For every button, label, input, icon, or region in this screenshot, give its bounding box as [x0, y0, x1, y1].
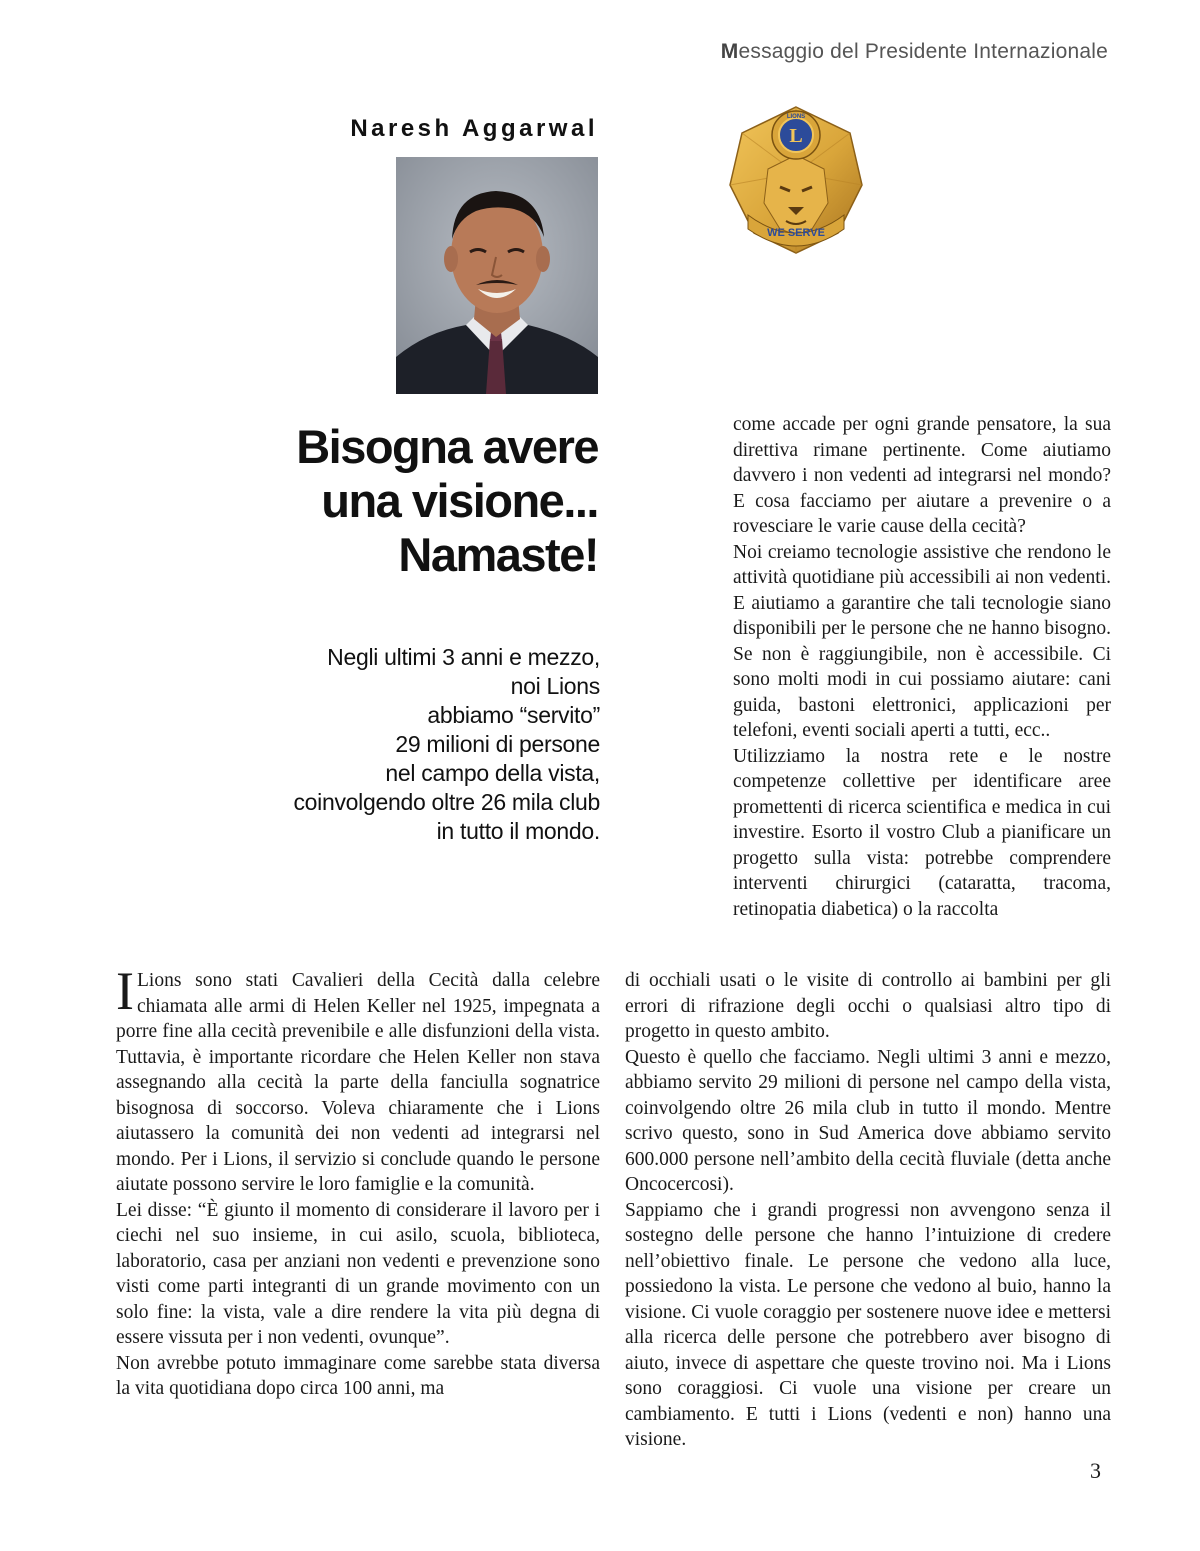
subhead-line: coinvolgendo oltre 26 mila club: [293, 789, 600, 815]
body-paragraph: Utilizziamo la nostra rete e le nostre competenze collettive per identificare aree promettenti di ricerca scientifica e medica in cui investire. Esorto il vostro Club a pianificare un progetto sulla vista: potrebbe comprendere interventi chirurgici (cataratta, tracoma, retinopatia diabetica) o la raccolta: [733, 745, 1111, 920]
subhead-line: abbiamo “servito”: [427, 702, 600, 728]
body-paragraph: [116, 961, 600, 1198]
headline-line-1: Bisogna avere: [296, 420, 598, 473]
section-header: [721, 40, 1108, 64]
portrait-illustration: [396, 157, 598, 394]
body-paragraph: Questo è quello che facciamo. Negli ultimi 3 anni e mezzo, abbiamo servito 29 milioni di persone nel campo della vista, coinvolgendo oltre 26 mila club in tutto il mondo. Mentre scrivo questo, sono in Sud America dove abbiamo servito 600.000 persone nell’ambito della cecità fluviale (detta anche Oncocercosi).: [625, 1046, 1111, 1195]
body-column-right-bottom: [625, 968, 1111, 1453]
subhead-line: nel campo della vista,: [385, 760, 600, 786]
emblem-letter: L: [789, 125, 803, 147]
drop-cap: I: [116, 961, 134, 1021]
we-serve-text: WE SERVE: [767, 227, 825, 239]
emblem-ring-text: LIONS: [786, 114, 806, 120]
author-name: Naresh Aggarwal: [350, 115, 598, 142]
body-paragraph: come accade per ogni grande pensatore, la sua direttiva rimane pertinente. Come aiutiamo davvero i non vedenti ad integrarsi nel mondo? E cosa facciamo per aiutare a prevenire o a rovesciare le varie cause della cecità?: [733, 414, 1111, 537]
author-portrait: [396, 157, 598, 394]
subhead-line: noi Lions: [510, 673, 600, 699]
headline-line-2: una visione...: [321, 474, 598, 527]
body-column-left: [116, 961, 600, 1402]
subhead-line: 29 milioni di persone: [395, 731, 600, 757]
body-paragraph-text: Lions sono stati Cavalieri della Cecità dalla celebre chiamata alle armi di Helen Keller nel 1925, impegnata a porre fine alla cecità prevenibile e alle disfunzioni della vista. Tuttavia, è importante ricordare che Helen Keller non stava assegnando alla cecità la parte della fanciulla sognatrice bisognosa di soccorso. Voleva chiaramente che i Lions aiutassero la comunità dei non vedenti ad integrarsi nel mondo. Per i Lions, il servizio si conclude quando le persone aiutate possono servire le loro famiglie e la comunità.: [116, 970, 600, 1195]
body-paragraph: di occhiali usati o le visite di controllo ai bambini per gli errori di rifrazione degli occhi o qualsiasi altro tipo di progetto in questo ambito.: [625, 970, 1111, 1042]
article-headline: [200, 420, 598, 582]
subhead-line: Negli ultimi 3 anni e mezzo,: [327, 644, 600, 670]
section-header-text: essaggio del Presidente Internazionale: [738, 40, 1108, 63]
subhead-line: in tutto il mondo.: [436, 818, 600, 844]
body-paragraph: Non avrebbe potuto immaginare come sarebbe stata diversa la vita quotidiana dopo circa 100 anni, ma: [116, 1352, 600, 1399]
article-subheadline: [230, 643, 600, 846]
lions-emblem-icon: [728, 103, 864, 255]
headline-line-3: Namaste!: [398, 528, 598, 581]
body-paragraph: Noi creiamo tecnologie assistive che rendono le attività quotidiane più accessibili ai non vedenti. E aiutiamo a garantire che tali tecnologie siano disponibili per le persone che ne hanno bisogno. Se non è raggiungibile, non è accessibile. Ci sono molti modi in cui possiamo aiutare: cani guida, bastoni elettronici, applicazioni per telefoni, eventi sociali aperti a tutti, ecc..: [733, 541, 1111, 741]
body-paragraph: Sappiamo che i grandi progressi non avvengono senza il sostegno delle persone che hanno l’intuizione di credere nell’obiettivo finale. Le persone che vedono alla luce, possiedono la vista. Le persone che vedono al buio, hanno la visione. Ci vuole coraggio per sostenere nuove idee e mettersi alla ricerca delle persone che potrebbero aver bisogno di aiuto, invece di aspettare che queste trovino noi. Ma i Lions sono coraggiosi. Ci vuole una visione per creare un cambiamento. E tutti i Lions (vedenti e non) hanno una visione.: [625, 1199, 1111, 1450]
section-header-initial: M: [720, 40, 739, 63]
page-number: 3: [1090, 1458, 1101, 1483]
body-column-right-top: [733, 412, 1111, 922]
lions-we-serve-logo: [728, 103, 864, 255]
body-paragraph: Lei disse: “È giunto il momento di considerare il lavoro per i ciechi nel suo insieme, in cui asilo, scuola, biblioteca, laboratorio, casa per anziani non vedenti e prevenzione sono visti come parti integranti di un grande movimento con un solo fine: la vista, vale a dire rendere la vita più degna di essere vissuta per i non vedenti, ovunque”.: [116, 1199, 600, 1348]
